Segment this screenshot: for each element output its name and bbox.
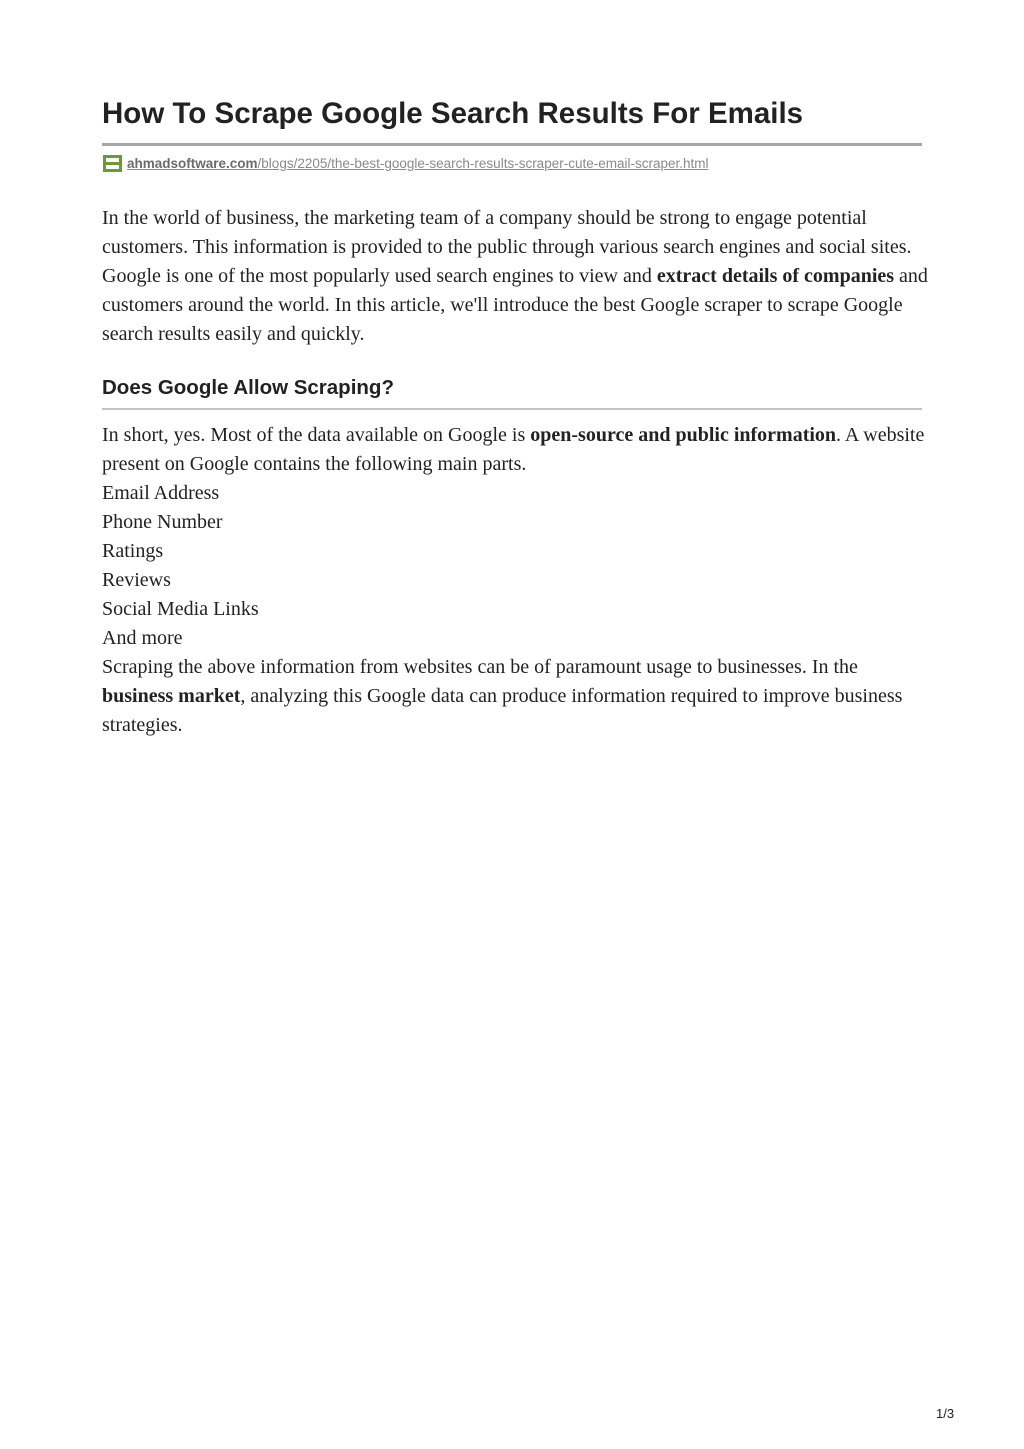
source-path: /blogs/2205/the-best-google-search-results-scraper-cute-email-scraper.html (257, 155, 709, 171)
title-divider (102, 143, 922, 146)
section-text-2: . A website present on Google contains the following main parts. (102, 424, 925, 475)
section-bold-text-2: business market (102, 685, 241, 707)
list-item: Reviews (102, 569, 171, 591)
section-bold-text-1: open-source and public information (530, 424, 837, 446)
page-title: How To Scrape Google Search Results For Emails (102, 97, 804, 130)
site-favicon-icon (102, 153, 123, 174)
source-line (102, 152, 709, 174)
list-item: Social Media Links (102, 598, 259, 620)
intro-bold-text: extract details of companies (656, 265, 895, 287)
parts-list (102, 479, 932, 653)
list-item: Phone Number (102, 511, 223, 533)
section-heading: Does Google Allow Scraping? (102, 376, 394, 399)
section-paragraph-1 (102, 421, 932, 479)
list-item: Ratings (102, 540, 164, 562)
section-text-4: , analyzing this Google data can produce information required to improve business strategies. (102, 685, 903, 736)
section-paragraph-2 (102, 653, 932, 740)
section-divider (102, 408, 922, 410)
section-text-1: In short, yes. Most of the data available on Google is (102, 424, 531, 446)
section-text-3: Scraping the above information from websites can be of paramount usage to businesses. In the (102, 656, 858, 678)
intro-paragraph (102, 204, 932, 349)
intro-text-1: In the world of business, the marketing team of a company should be strong to engage potential customers. This information is provided to the public through various search engines and social sites. Google is one of the most popularly used search engines to view and (102, 207, 912, 287)
list-item: Email Address (102, 482, 220, 504)
source-url-link[interactable] (127, 156, 709, 171)
page-number: 1/3 (936, 1406, 955, 1421)
list-item: And more (102, 627, 183, 649)
intro-text-2: and customers around the world. In this article, we'll introduce the best Google scraper to scrape Google search results easily and quickly. (102, 265, 928, 345)
section-body (102, 421, 932, 740)
source-domain: ahmadsoftware.com (127, 155, 258, 171)
